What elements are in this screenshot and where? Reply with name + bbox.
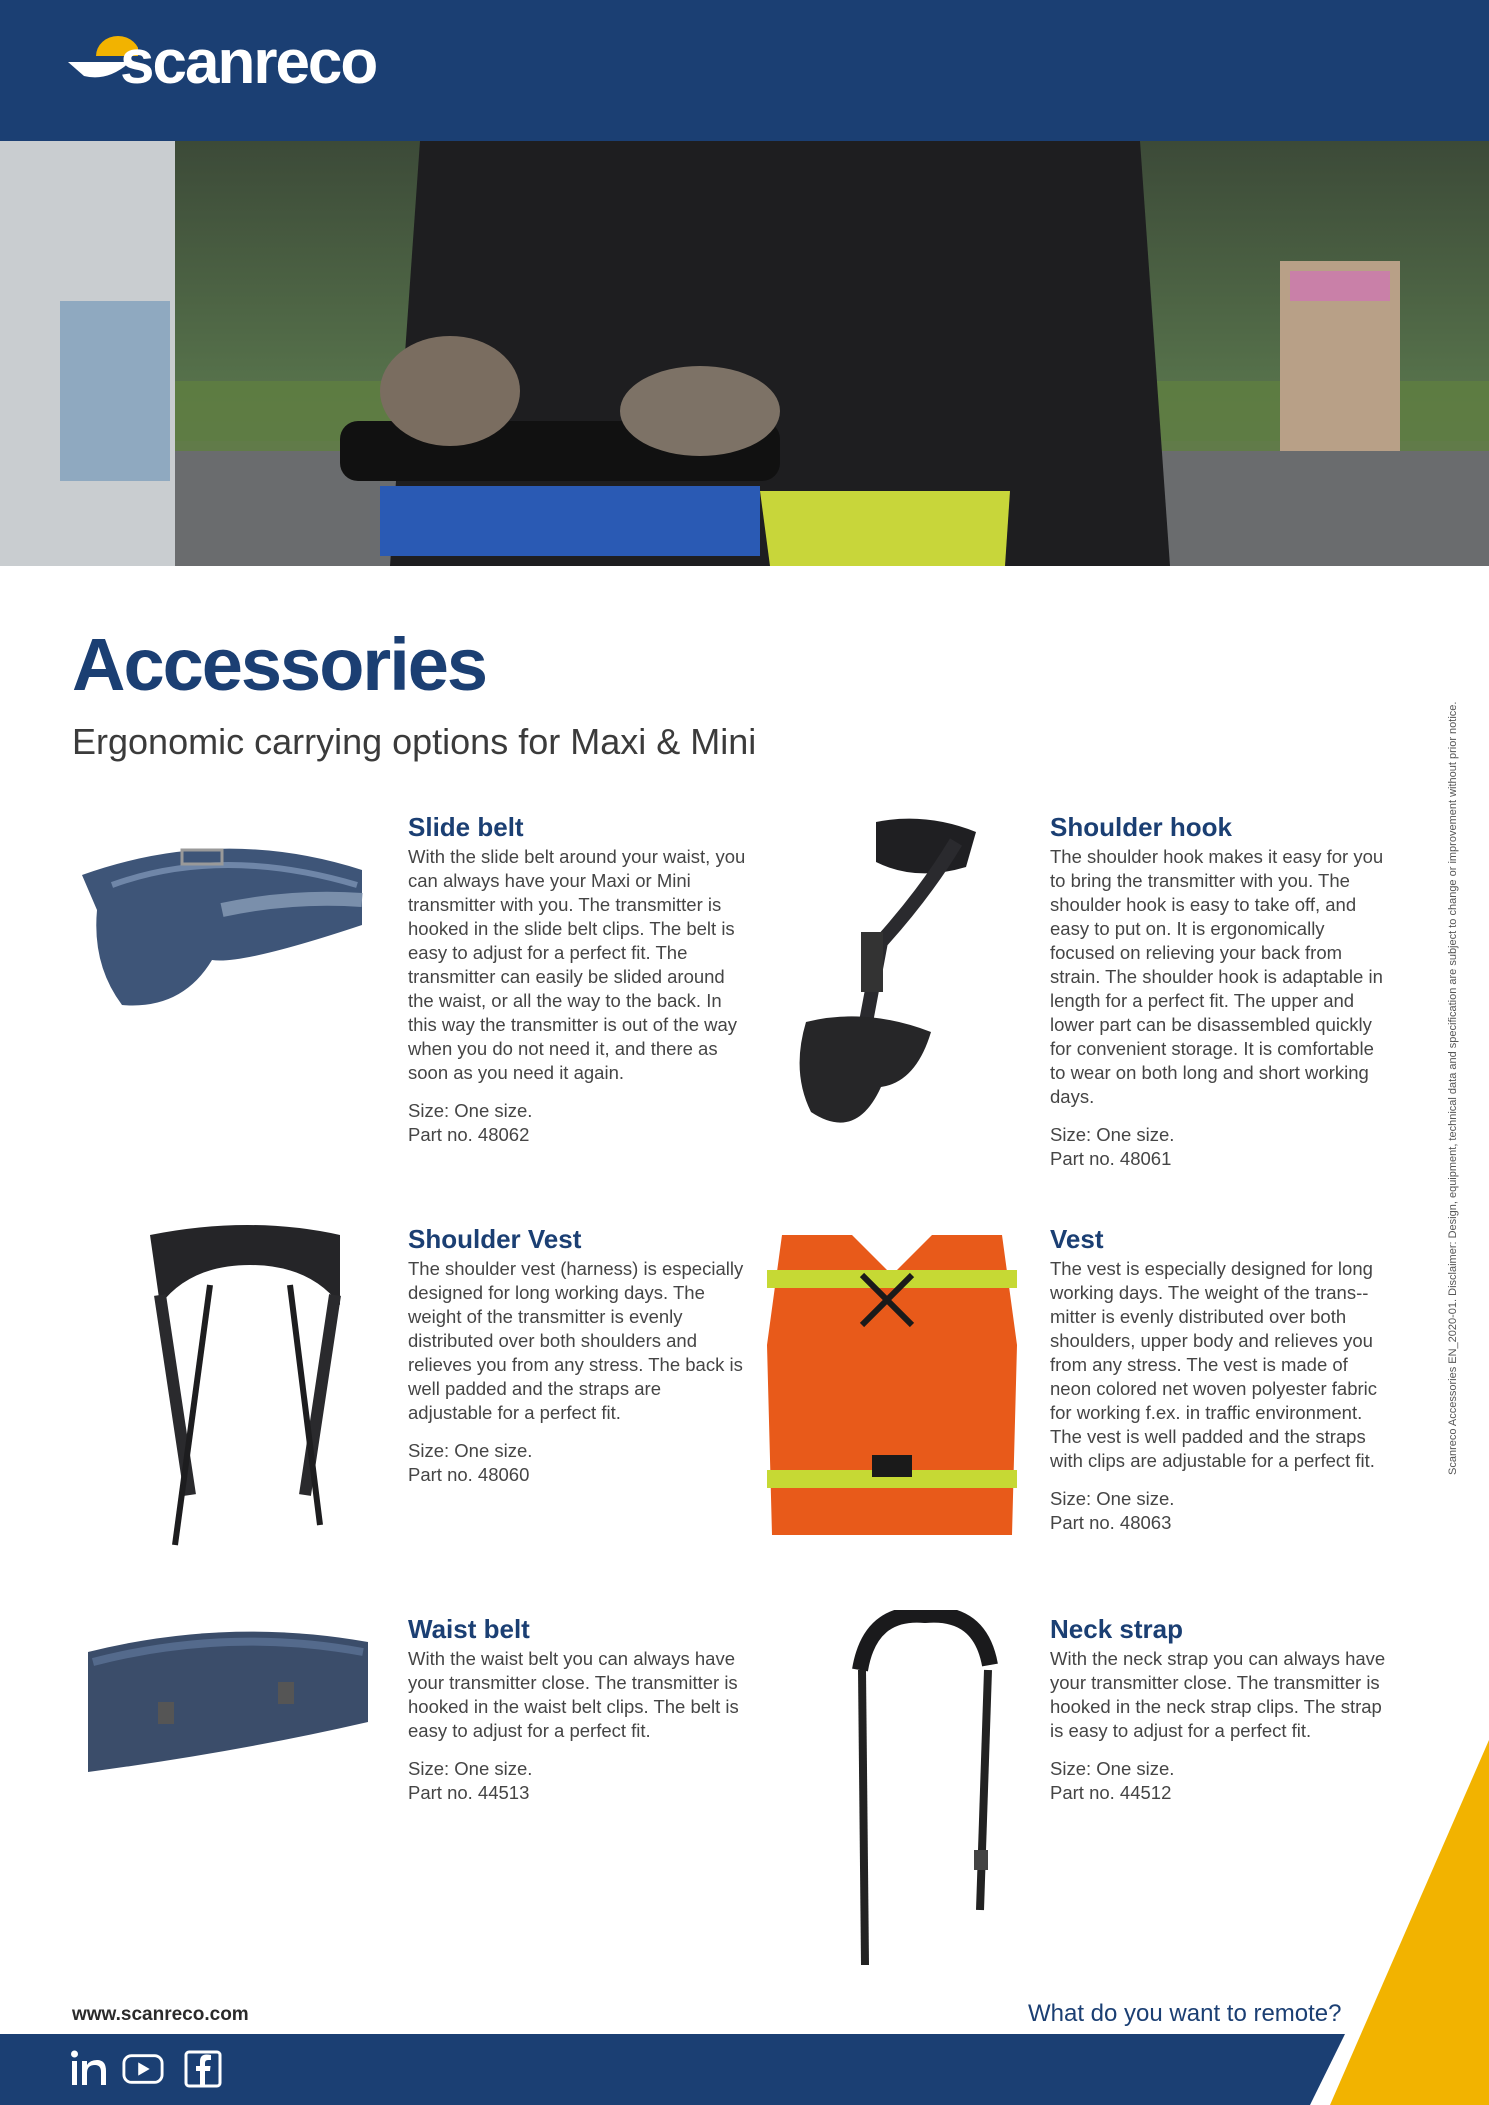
product-size: Size: One size.	[408, 1757, 533, 1779]
product-part-number: Part no. 48063	[1050, 1511, 1172, 1533]
product-description: The shoulder vest (harness) is especially designed for long working days. The weight of the transmitter is evenly distributed over both shoulders and relieves you from any stress. The back is well padded and the straps are adjustable for a perfect fit.	[408, 1257, 744, 1423]
product-part-number: Part no. 44513	[408, 1781, 530, 1803]
product-name: Neck strap	[1050, 1614, 1183, 1644]
product-description: The vest is especially designed for long working days. The weight of the trans--mitter is evenly distributed over both shoulders, upper body and relieves you from any stress. The vest is made of neon colored net woven polyester fabric for working f.ex. in traffic environment. The vest is well padded and the straps with clips are adjustable for a perfect fit.	[1050, 1257, 1378, 1471]
product-description: With the neck strap you can always have your transmitter close. The transmitter is hooked in the neck strap clips. The strap is easy to adjust for a perfect fit.	[1050, 1647, 1386, 1741]
product-waist-belt	[408, 1615, 748, 1805]
product-part-number: Part no. 48060	[408, 1463, 530, 1485]
product-size: Size: One size.	[408, 1099, 533, 1121]
product-description: With the waist belt you can always have your transmitter close. The transmitter is hooked in the waist belt clips. The belt is easy to adjust for a perfect fit.	[408, 1647, 739, 1741]
linkedin-icon[interactable]	[70, 2049, 112, 2089]
product-name: Shoulder Vest	[408, 1224, 582, 1254]
facebook-icon[interactable]	[182, 2049, 224, 2089]
website-link[interactable]: www.scanreco.com	[72, 2004, 249, 2025]
product-vest	[1050, 1225, 1390, 1535]
product-slide-belt	[408, 813, 748, 1147]
scanreco-logo[interactable]	[68, 30, 398, 120]
youtube-icon[interactable]	[122, 2049, 164, 2089]
slide-belt-image	[72, 815, 372, 1015]
neck-strap-image	[840, 1610, 1010, 1970]
hero-photo	[0, 141, 1489, 566]
product-name: Shoulder hook	[1050, 812, 1232, 842]
product-part-number: Part no. 48062	[408, 1123, 530, 1145]
product-size: Size: One size.	[1050, 1757, 1175, 1779]
product-part-number: Part no. 48061	[1050, 1147, 1172, 1169]
product-part-number: Part no. 44512	[1050, 1781, 1172, 1803]
product-shoulder-hook	[1050, 813, 1390, 1171]
vest-image	[762, 1225, 1022, 1540]
product-name: Slide belt	[408, 812, 524, 842]
product-size: Size: One size.	[1050, 1487, 1175, 1509]
product-size: Size: One size.	[408, 1439, 533, 1461]
product-name: Vest	[1050, 1224, 1104, 1254]
shoulder-vest-image	[140, 1225, 360, 1565]
shoulder-hook-image	[766, 812, 1026, 1142]
product-description: With the slide belt around your waist, you can always have your Maxi or Mini transmitter with you. The transmitter is hooked in the slide belt clips. The belt is easy to adjust for a perfect fit. The transmitter can easily be slided around the waist, or all the way to the back. In this way the transmitter is out of the way when you do not need it, and there as soon as you need it again.	[408, 845, 746, 1083]
product-size: Size: One size.	[1050, 1123, 1175, 1145]
waist-belt-image	[68, 1612, 378, 1782]
disclaimer-text: Scanreco Accessories EN_2020-01. Disclaimer: Design, equipment, technical data and specification are subject to change or improvement without prior notice.	[1447, 701, 1459, 1475]
tagline: What do you want to remote?	[1028, 2000, 1342, 2027]
logo-wordmark: scanreco	[120, 28, 377, 97]
product-shoulder-vest	[408, 1225, 748, 1487]
header-bar	[0, 0, 1489, 141]
page-title: Accessories	[72, 623, 487, 706]
product-description: The shoulder hook makes it easy for you to bring the transmitter with you. The shoulder hook is easy to take off, and easy to put on. It is ergonomically focused on relieving your back from strain. The shoulder hook is adaptable in length for a perfect fit. The upper and lower part can be disassembled quickly for convenient storage. It is comfortable to wear on both long and short working days.	[1050, 845, 1384, 1107]
page-subtitle: Ergonomic carrying options for Maxi & Mini	[72, 721, 757, 762]
product-name: Waist belt	[408, 1614, 530, 1644]
